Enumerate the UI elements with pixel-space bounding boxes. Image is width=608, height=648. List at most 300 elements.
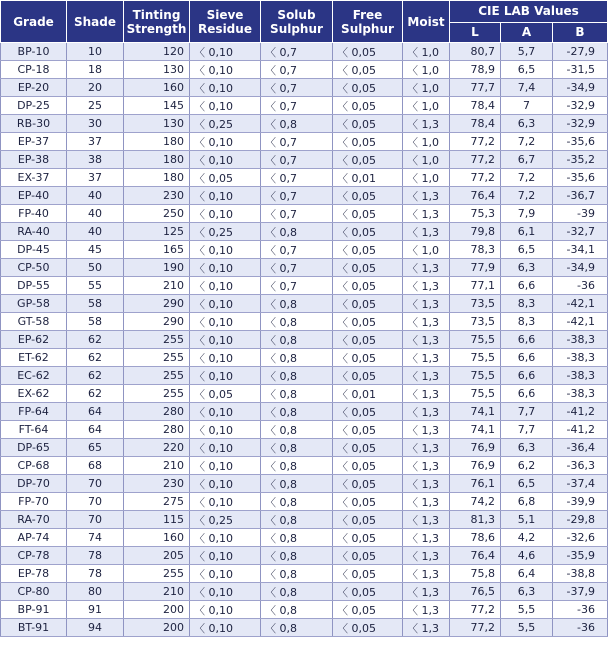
cell-cie-a: 6,6 [501, 349, 553, 367]
cell-free-sulphur: 〈 0,05 [333, 457, 403, 475]
cell-sieve-residue: 〈 0,25 [190, 511, 261, 529]
cell-moist: 〈 1,3 [403, 205, 450, 223]
cell-tinting-strength: 200 [124, 619, 190, 637]
cell-grade: DP-70 [1, 475, 67, 493]
cell-solub-sulphur: 〈 0,8 [261, 475, 333, 493]
cell-cie-a: 7,2 [501, 133, 553, 151]
cell-cie-a: 4,2 [501, 529, 553, 547]
cell-grade: EX-37 [1, 169, 67, 187]
cell-cie-l: 78,3 [450, 241, 501, 259]
cell-sieve-residue: 〈 0,05 [190, 169, 261, 187]
header-free-line1: Free [352, 7, 383, 22]
cell-shade: 70 [67, 511, 124, 529]
cell-grade: RA-70 [1, 511, 67, 529]
cell-tinting-strength: 230 [124, 475, 190, 493]
table-row [1, 439, 608, 457]
cell-sieve-residue: 〈 0,10 [190, 241, 261, 259]
cell-shade: 10 [67, 43, 124, 61]
cell-shade: 37 [67, 169, 124, 187]
table-row [1, 169, 608, 187]
cell-moist: 〈 1,0 [403, 79, 450, 97]
cell-free-sulphur: 〈 0,05 [333, 529, 403, 547]
cell-shade: 45 [67, 241, 124, 259]
table-row [1, 295, 608, 313]
cell-tinting-strength: 255 [124, 367, 190, 385]
cell-moist: 〈 1,3 [403, 619, 450, 637]
cell-grade: CP-80 [1, 583, 67, 601]
cell-cie-b: -41,2 [553, 421, 608, 439]
cell-moist: 〈 1,3 [403, 547, 450, 565]
cell-moist: 〈 1,3 [403, 403, 450, 421]
header-grade-label: Grade [13, 14, 54, 29]
cell-solub-sulphur: 〈 0,7 [261, 259, 333, 277]
cell-tinting-strength: 250 [124, 205, 190, 223]
table-row [1, 529, 608, 547]
cell-free-sulphur: 〈 0,05 [333, 439, 403, 457]
cell-tinting-strength: 160 [124, 529, 190, 547]
header-cie-a-label: A [521, 25, 532, 40]
cell-tinting-strength: 205 [124, 547, 190, 565]
cell-free-sulphur: 〈 0,05 [333, 223, 403, 241]
header-solub-line2: Sulphur [270, 21, 323, 36]
cell-cie-l: 74,1 [450, 403, 501, 421]
cell-shade: 74 [67, 529, 124, 547]
cell-shade: 78 [67, 565, 124, 583]
cell-solub-sulphur: 〈 0,8 [261, 565, 333, 583]
cell-solub-sulphur: 〈 0,7 [261, 97, 333, 115]
cell-cie-l: 77,2 [450, 619, 501, 637]
cell-shade: 62 [67, 331, 124, 349]
cell-free-sulphur: 〈 0,05 [333, 295, 403, 313]
cell-cie-a: 5,5 [501, 601, 553, 619]
cell-cie-l: 78,4 [450, 115, 501, 133]
cell-solub-sulphur: 〈 0,8 [261, 313, 333, 331]
cell-grade: FT-64 [1, 421, 67, 439]
cell-sieve-residue: 〈 0,10 [190, 313, 261, 331]
cell-moist: 〈 1,0 [403, 97, 450, 115]
cell-grade: FP-40 [1, 205, 67, 223]
cell-free-sulphur: 〈 0,01 [333, 385, 403, 403]
cell-cie-l: 77,2 [450, 601, 501, 619]
table-row [1, 61, 608, 79]
cell-sieve-residue: 〈 0,10 [190, 475, 261, 493]
cell-cie-b: -39,9 [553, 493, 608, 511]
table-row [1, 241, 608, 259]
header-solub-line1: Solub [277, 7, 316, 22]
cell-tinting-strength: 220 [124, 439, 190, 457]
cell-solub-sulphur: 〈 0,8 [261, 601, 333, 619]
header-tinting-line2: Strength [126, 21, 187, 36]
cell-sieve-residue: 〈 0,10 [190, 457, 261, 475]
cell-cie-a: 6,5 [501, 61, 553, 79]
cell-cie-a: 6,3 [501, 115, 553, 133]
cell-moist: 〈 1,3 [403, 277, 450, 295]
cell-cie-a: 6,5 [501, 241, 553, 259]
cell-shade: 25 [67, 97, 124, 115]
cell-shade: 65 [67, 439, 124, 457]
table-row [1, 115, 608, 133]
cell-cie-a: 6,7 [501, 151, 553, 169]
table-row [1, 349, 608, 367]
cell-solub-sulphur: 〈 0,8 [261, 511, 333, 529]
cell-shade: 58 [67, 313, 124, 331]
cell-cie-b: -34,1 [553, 241, 608, 259]
table-row [1, 367, 608, 385]
header-moist-label: Moist [407, 14, 445, 29]
cell-shade: 80 [67, 583, 124, 601]
cell-tinting-strength: 145 [124, 97, 190, 115]
cell-grade: EP-40 [1, 187, 67, 205]
cell-cie-b: -36 [553, 601, 608, 619]
cell-solub-sulphur: 〈 0,8 [261, 385, 333, 403]
cell-cie-b: -32,9 [553, 97, 608, 115]
cell-cie-b: -36,4 [553, 439, 608, 457]
cell-cie-a: 6,3 [501, 259, 553, 277]
cell-cie-l: 76,9 [450, 439, 501, 457]
header-cie-lab-label: CIE LAB Values [478, 4, 579, 19]
table-row [1, 313, 608, 331]
cell-grade: CP-18 [1, 61, 67, 79]
cell-free-sulphur: 〈 0,05 [333, 259, 403, 277]
header-sieve-line2: Residue [198, 21, 252, 36]
cell-moist: 〈 1,3 [403, 295, 450, 313]
cell-grade: DP-45 [1, 241, 67, 259]
cell-moist: 〈 1,3 [403, 115, 450, 133]
cell-free-sulphur: 〈 0,05 [333, 241, 403, 259]
cell-tinting-strength: 180 [124, 169, 190, 187]
cell-cie-l: 77,2 [450, 151, 501, 169]
cell-cie-b: -31,5 [553, 61, 608, 79]
cell-free-sulphur: 〈 0,05 [333, 277, 403, 295]
cell-grade: EP-37 [1, 133, 67, 151]
cell-cie-a: 5,1 [501, 511, 553, 529]
cell-solub-sulphur: 〈 0,8 [261, 583, 333, 601]
cell-shade: 62 [67, 385, 124, 403]
cell-shade: 62 [67, 367, 124, 385]
cell-cie-l: 75,5 [450, 385, 501, 403]
cell-free-sulphur: 〈 0,05 [333, 43, 403, 61]
cell-cie-b: -37,4 [553, 475, 608, 493]
table-row [1, 187, 608, 205]
header-cie-a [501, 22, 553, 42]
cell-cie-a: 5,7 [501, 43, 553, 61]
cell-cie-l: 76,1 [450, 475, 501, 493]
cell-solub-sulphur: 〈 0,7 [261, 79, 333, 97]
cell-tinting-strength: 230 [124, 187, 190, 205]
table-row [1, 97, 608, 115]
cell-moist: 〈 1,3 [403, 223, 450, 241]
cell-cie-a: 7 [501, 97, 553, 115]
cell-free-sulphur: 〈 0,05 [333, 601, 403, 619]
cell-shade: 62 [67, 349, 124, 367]
header-free-line2: Sulphur [341, 21, 394, 36]
cell-moist: 〈 1,0 [403, 43, 450, 61]
cell-grade: BP-91 [1, 601, 67, 619]
cell-cie-a: 8,3 [501, 295, 553, 313]
cell-sieve-residue: 〈 0,10 [190, 187, 261, 205]
cell-cie-b: -38,3 [553, 331, 608, 349]
cell-cie-b: -42,1 [553, 313, 608, 331]
cell-solub-sulphur: 〈 0,8 [261, 421, 333, 439]
cell-grade: EP-62 [1, 331, 67, 349]
cell-tinting-strength: 200 [124, 601, 190, 619]
cell-cie-l: 76,4 [450, 547, 501, 565]
cell-sieve-residue: 〈 0,25 [190, 223, 261, 241]
cell-shade: 40 [67, 187, 124, 205]
cell-grade: CP-68 [1, 457, 67, 475]
cell-tinting-strength: 255 [124, 565, 190, 583]
cell-free-sulphur: 〈 0,05 [333, 133, 403, 151]
cell-solub-sulphur: 〈 0,8 [261, 547, 333, 565]
cell-sieve-residue: 〈 0,10 [190, 295, 261, 313]
cell-tinting-strength: 115 [124, 511, 190, 529]
cell-cie-a: 7,2 [501, 187, 553, 205]
cell-moist: 〈 1,3 [403, 349, 450, 367]
cell-cie-b: -29,8 [553, 511, 608, 529]
header-cie-b-label: B [575, 25, 585, 40]
cell-cie-l: 77,7 [450, 79, 501, 97]
cell-cie-b: -38,3 [553, 367, 608, 385]
cell-tinting-strength: 255 [124, 385, 190, 403]
cell-sieve-residue: 〈 0,10 [190, 277, 261, 295]
cell-shade: 68 [67, 457, 124, 475]
cell-grade: EX-62 [1, 385, 67, 403]
cell-free-sulphur: 〈 0,05 [333, 349, 403, 367]
cell-free-sulphur: 〈 0,05 [333, 475, 403, 493]
header-cie-b [553, 22, 608, 42]
cell-cie-b: -32,6 [553, 529, 608, 547]
cell-moist: 〈 1,3 [403, 457, 450, 475]
cell-cie-a: 6,3 [501, 583, 553, 601]
cell-free-sulphur: 〈 0,05 [333, 547, 403, 565]
table-row [1, 493, 608, 511]
cell-sieve-residue: 〈 0,10 [190, 403, 261, 421]
cell-sieve-residue: 〈 0,10 [190, 61, 261, 79]
cell-moist: 〈 1,3 [403, 475, 450, 493]
cell-cie-l: 75,3 [450, 205, 501, 223]
table-row [1, 151, 608, 169]
cell-grade: BT-91 [1, 619, 67, 637]
cell-sieve-residue: 〈 0,10 [190, 349, 261, 367]
cell-tinting-strength: 160 [124, 79, 190, 97]
cell-sieve-residue: 〈 0,10 [190, 43, 261, 61]
cell-shade: 40 [67, 205, 124, 223]
cell-cie-a: 6,5 [501, 475, 553, 493]
cell-sieve-residue: 〈 0,10 [190, 259, 261, 277]
cell-tinting-strength: 210 [124, 277, 190, 295]
cell-shade: 64 [67, 421, 124, 439]
cell-cie-l: 79,8 [450, 223, 501, 241]
cell-cie-l: 78,4 [450, 97, 501, 115]
header-cie-l [450, 22, 501, 42]
cell-shade: 91 [67, 601, 124, 619]
cell-tinting-strength: 280 [124, 421, 190, 439]
cell-cie-b: -36 [553, 619, 608, 637]
cell-cie-l: 81,3 [450, 511, 501, 529]
cell-cie-l: 75,5 [450, 331, 501, 349]
cell-cie-l: 80,7 [450, 43, 501, 61]
cell-sieve-residue: 〈 0,10 [190, 547, 261, 565]
cell-grade: AP-74 [1, 529, 67, 547]
cell-solub-sulphur: 〈 0,8 [261, 115, 333, 133]
table-row [1, 43, 608, 61]
cell-tinting-strength: 190 [124, 259, 190, 277]
table-row [1, 547, 608, 565]
cell-tinting-strength: 120 [124, 43, 190, 61]
cell-tinting-strength: 165 [124, 241, 190, 259]
cell-cie-b: -42,1 [553, 295, 608, 313]
cell-free-sulphur: 〈 0,05 [333, 331, 403, 349]
cell-grade: DP-65 [1, 439, 67, 457]
cell-shade: 50 [67, 259, 124, 277]
cell-solub-sulphur: 〈 0,7 [261, 169, 333, 187]
cell-cie-b: -32,7 [553, 223, 608, 241]
header-shade [67, 1, 124, 43]
cell-cie-a: 6,6 [501, 385, 553, 403]
cell-sieve-residue: 〈 0,10 [190, 133, 261, 151]
cell-free-sulphur: 〈 0,05 [333, 151, 403, 169]
cell-cie-l: 74,1 [450, 421, 501, 439]
cell-solub-sulphur: 〈 0,8 [261, 223, 333, 241]
cell-grade: BP-10 [1, 43, 67, 61]
cell-cie-l: 77,2 [450, 133, 501, 151]
cell-grade: RA-40 [1, 223, 67, 241]
cell-cie-b: -27,9 [553, 43, 608, 61]
cell-free-sulphur: 〈 0,05 [333, 511, 403, 529]
cell-cie-a: 4,6 [501, 547, 553, 565]
table-row [1, 277, 608, 295]
table-row [1, 457, 608, 475]
cell-grade: GT-58 [1, 313, 67, 331]
cell-cie-b: -38,8 [553, 565, 608, 583]
cell-cie-a: 5,5 [501, 619, 553, 637]
cell-tinting-strength: 130 [124, 115, 190, 133]
cell-moist: 〈 1,3 [403, 601, 450, 619]
cell-moist: 〈 1,0 [403, 151, 450, 169]
table-row [1, 583, 608, 601]
cell-moist: 〈 1,3 [403, 565, 450, 583]
cell-shade: 58 [67, 295, 124, 313]
cell-cie-a: 8,3 [501, 313, 553, 331]
cell-free-sulphur: 〈 0,05 [333, 565, 403, 583]
cell-free-sulphur: 〈 0,05 [333, 97, 403, 115]
cell-sieve-residue: 〈 0,05 [190, 385, 261, 403]
cell-cie-a: 7,7 [501, 421, 553, 439]
cell-cie-b: -34,9 [553, 259, 608, 277]
table-row [1, 403, 608, 421]
cell-solub-sulphur: 〈 0,7 [261, 151, 333, 169]
cell-cie-l: 77,9 [450, 259, 501, 277]
cell-moist: 〈 1,3 [403, 313, 450, 331]
cell-free-sulphur: 〈 0,05 [333, 205, 403, 223]
cell-tinting-strength: 210 [124, 583, 190, 601]
cell-moist: 〈 1,3 [403, 259, 450, 277]
cell-cie-a: 6,4 [501, 565, 553, 583]
cell-grade: RB-30 [1, 115, 67, 133]
cell-free-sulphur: 〈 0,05 [333, 61, 403, 79]
cell-solub-sulphur: 〈 0,7 [261, 187, 333, 205]
cell-cie-b: -37,9 [553, 583, 608, 601]
table-row [1, 259, 608, 277]
cell-shade: 20 [67, 79, 124, 97]
cell-tinting-strength: 180 [124, 133, 190, 151]
header-sieve-residue [190, 1, 261, 43]
cell-cie-b: -36,7 [553, 187, 608, 205]
header-grade [1, 1, 67, 43]
cell-cie-a: 7,4 [501, 79, 553, 97]
cell-solub-sulphur: 〈 0,8 [261, 367, 333, 385]
cell-solub-sulphur: 〈 0,8 [261, 349, 333, 367]
cell-moist: 〈 1,3 [403, 529, 450, 547]
cell-sieve-residue: 〈 0,10 [190, 583, 261, 601]
cell-sieve-residue: 〈 0,10 [190, 619, 261, 637]
table-row [1, 133, 608, 151]
cell-free-sulphur: 〈 0,05 [333, 115, 403, 133]
cell-cie-a: 6,8 [501, 493, 553, 511]
cell-moist: 〈 1,3 [403, 439, 450, 457]
cell-cie-l: 74,2 [450, 493, 501, 511]
cell-cie-l: 78,9 [450, 61, 501, 79]
cell-grade: EP-38 [1, 151, 67, 169]
cell-cie-b: -35,6 [553, 169, 608, 187]
cell-grade: ET-62 [1, 349, 67, 367]
header-moist [403, 1, 450, 43]
cell-grade: EC-62 [1, 367, 67, 385]
cell-tinting-strength: 125 [124, 223, 190, 241]
cell-moist: 〈 1,3 [403, 421, 450, 439]
table-row [1, 385, 608, 403]
cell-cie-l: 73,5 [450, 313, 501, 331]
table-row [1, 79, 608, 97]
cell-cie-a: 7,2 [501, 169, 553, 187]
header-tinting-strength [124, 1, 190, 43]
cell-sieve-residue: 〈 0,10 [190, 151, 261, 169]
cell-sieve-residue: 〈 0,10 [190, 601, 261, 619]
table-row [1, 421, 608, 439]
table-row [1, 511, 608, 529]
cell-shade: 55 [67, 277, 124, 295]
cell-cie-a: 6,6 [501, 331, 553, 349]
cell-moist: 〈 1,3 [403, 583, 450, 601]
cell-grade: FP-64 [1, 403, 67, 421]
cell-cie-l: 76,4 [450, 187, 501, 205]
cell-sieve-residue: 〈 0,10 [190, 205, 261, 223]
cell-cie-a: 7,9 [501, 205, 553, 223]
cell-solub-sulphur: 〈 0,7 [261, 43, 333, 61]
cell-solub-sulphur: 〈 0,8 [261, 619, 333, 637]
cell-grade: FP-70 [1, 493, 67, 511]
cell-sieve-residue: 〈 0,10 [190, 529, 261, 547]
cell-free-sulphur: 〈 0,05 [333, 367, 403, 385]
cell-grade: DP-25 [1, 97, 67, 115]
cell-solub-sulphur: 〈 0,7 [261, 205, 333, 223]
cell-cie-a: 7,7 [501, 403, 553, 421]
header-cie-lab-group [450, 1, 608, 23]
table-row [1, 223, 608, 241]
header-shade-label: Shade [73, 14, 116, 29]
cell-sieve-residue: 〈 0,10 [190, 421, 261, 439]
cell-cie-l: 76,9 [450, 457, 501, 475]
cell-cie-b: -38,3 [553, 385, 608, 403]
cell-tinting-strength: 280 [124, 403, 190, 421]
cell-tinting-strength: 130 [124, 61, 190, 79]
cell-cie-l: 78,6 [450, 529, 501, 547]
cell-grade: GP-58 [1, 295, 67, 313]
cell-tinting-strength: 290 [124, 295, 190, 313]
cell-shade: 30 [67, 115, 124, 133]
cell-moist: 〈 1,3 [403, 511, 450, 529]
header-free-sulphur [333, 1, 403, 43]
